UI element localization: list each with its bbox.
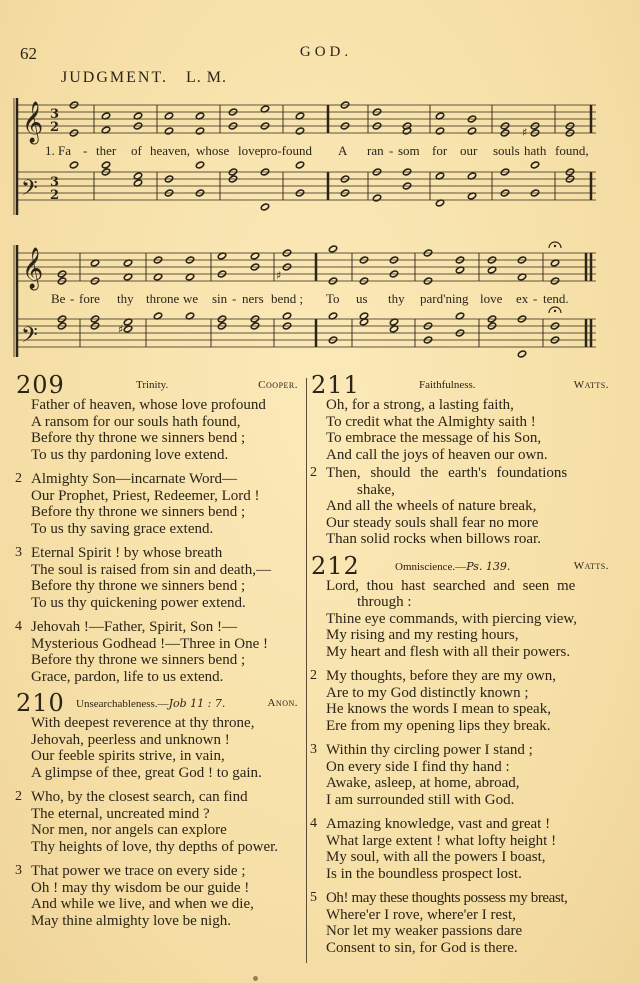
hymn-author: Cooper. — [258, 379, 298, 391]
stanza: 2 My thoughts, before they are my own, Are to my God distinctly known ; He knows the words I mean to speak, Ere from my opening lips they break. — [310, 668, 556, 734]
hymn-topic: Trinity. — [136, 379, 169, 391]
tune-name: JUDGMENT. — [61, 69, 169, 86]
svg-text:3: 3 — [50, 175, 60, 190]
stanza: 2 Who, by the closest search, can find The eternal, uncreated mind ? Nor men, nor angels can explore Thy heights of love, thy depths of power. — [15, 789, 279, 855]
hymn-topic: Omniscience.—Ps. 139. — [395, 559, 511, 573]
tune-lyrics-line-2: Be - fore thy throne we sin - ners bend ; To us thy pard'ning love ex - tend. — [51, 291, 569, 306]
svg-text:♯: ♯ — [522, 126, 528, 139]
tune-meter: L. M. — [186, 69, 228, 86]
hymn-212 — [310, 551, 625, 957]
staff-bass-1 — [18, 172, 596, 200]
hymn-topic: Unsearchableness.—Job 11 : 7. — [76, 697, 226, 710]
hymn-number: 209 — [16, 371, 65, 399]
stanza: With deepest reverence at thy throne, Jehovah, peerless and unknown ! Our feeble spirits strive, in vain, A glimpse of thee, great God ! to gain. — [31, 715, 262, 781]
svg-text:2: 2 — [50, 120, 60, 135]
hymn-author: Anon. — [267, 697, 298, 709]
stanza: 2 Then, should the earth's foundations shake, And all the wheels of nature break, Our steady souls shall fear no more Than solid rocks when billows roar. — [310, 465, 568, 547]
stanza: 4 Jehovah !—Father, Spirit, Son !— Mysterious Godhead !—Three in One ! Before thy throne we sinners bend ; Grace, pardon, life to us extend. — [15, 619, 269, 685]
hymn-number: 211 — [311, 371, 360, 399]
svg-text:♯: ♯ — [276, 269, 282, 282]
stanza: 5 Oh! may these thoughts possess my breast, Where'er I rove, where'er I rest, Nor let my weaker passions dare Consent to sin, for God is there. — [310, 890, 568, 956]
paper-blemish — [253, 976, 258, 981]
hymn-topic: Faithfulness. — [419, 379, 476, 391]
hymn-author: Watts. — [573, 559, 609, 572]
svg-text:3: 3 — [50, 107, 60, 122]
treble-clef-icon-2: 𝄞 — [22, 248, 44, 289]
left-column — [15, 371, 300, 937]
stanza: Oh, for a strong, a lasting faith, To credit what the Almighty saith ! To embrace the message of his Son, And call the joys of heaven our own. — [326, 397, 548, 463]
hymn-author: Watts. — [573, 379, 609, 391]
stanza: 2 Almighty Son—incarnate Word— Our Prophet, Priest, Redeemer, Lord ! Before thy throne we sinners bend ; To us thy saving grace extend. — [15, 471, 260, 537]
bass-clef-icon-2: 𝄢 — [21, 323, 38, 353]
treble-clef-icon: 𝄞 — [22, 102, 44, 143]
hymn-211 — [310, 371, 625, 548]
stanza: 3 That power we trace on every side ; Oh ! may thy wisdom be our guide ! And while we live, and when we die, May thine almighty love be nigh. — [15, 863, 254, 929]
running-head: GOD. — [299, 44, 353, 60]
hymn-210 — [15, 689, 300, 929]
right-column — [310, 371, 625, 964]
music-score — [0, 0, 640, 370]
bass-clef-icon: 𝄢 — [21, 176, 38, 206]
stanza: 3 Within thy circling power I stand ; On every side I find thy hand : Awake, asleep, at home, abroad, I am surrounded still with God. — [310, 742, 533, 808]
staff-bass-2 — [18, 319, 596, 347]
stanza: Lord, thou hast searched and seen me through : Thine eye commands, with piercing view, My rising and my resting hours, My heart and flesh with all their powers. — [326, 577, 578, 660]
hymn-209 — [15, 371, 300, 685]
staff-treble-2 — [18, 253, 596, 281]
page-number: 62 — [20, 44, 37, 63]
stanza: 3 Eternal Spirit ! by whose breath The soul is raised from sin and death,— Before thy throne we sinners bend ; To us thy quickening power extend. — [15, 545, 271, 611]
stanza: Father of heaven, whose love profound A ransom for our souls hath found, Before thy throne we sinners bend ; To us thy pardoning love extend. — [31, 397, 266, 463]
hymn-number: 212 — [311, 551, 360, 580]
stanza: 4 Amazing knowledge, vast and great ! What large extent ! what lofty height ! My soul, with all the powers I boast, Is in the boundless prospect lost. — [310, 816, 557, 882]
hymn-number: 210 — [16, 689, 65, 717]
column-divider — [306, 378, 307, 963]
tune-lyrics-line-1: 1. Fa - ther of heaven, whose love pro-found A ran - som for our souls hath found, — [45, 143, 589, 158]
svg-text:2: 2 — [50, 188, 60, 203]
svg-text:♯: ♯ — [118, 323, 124, 336]
